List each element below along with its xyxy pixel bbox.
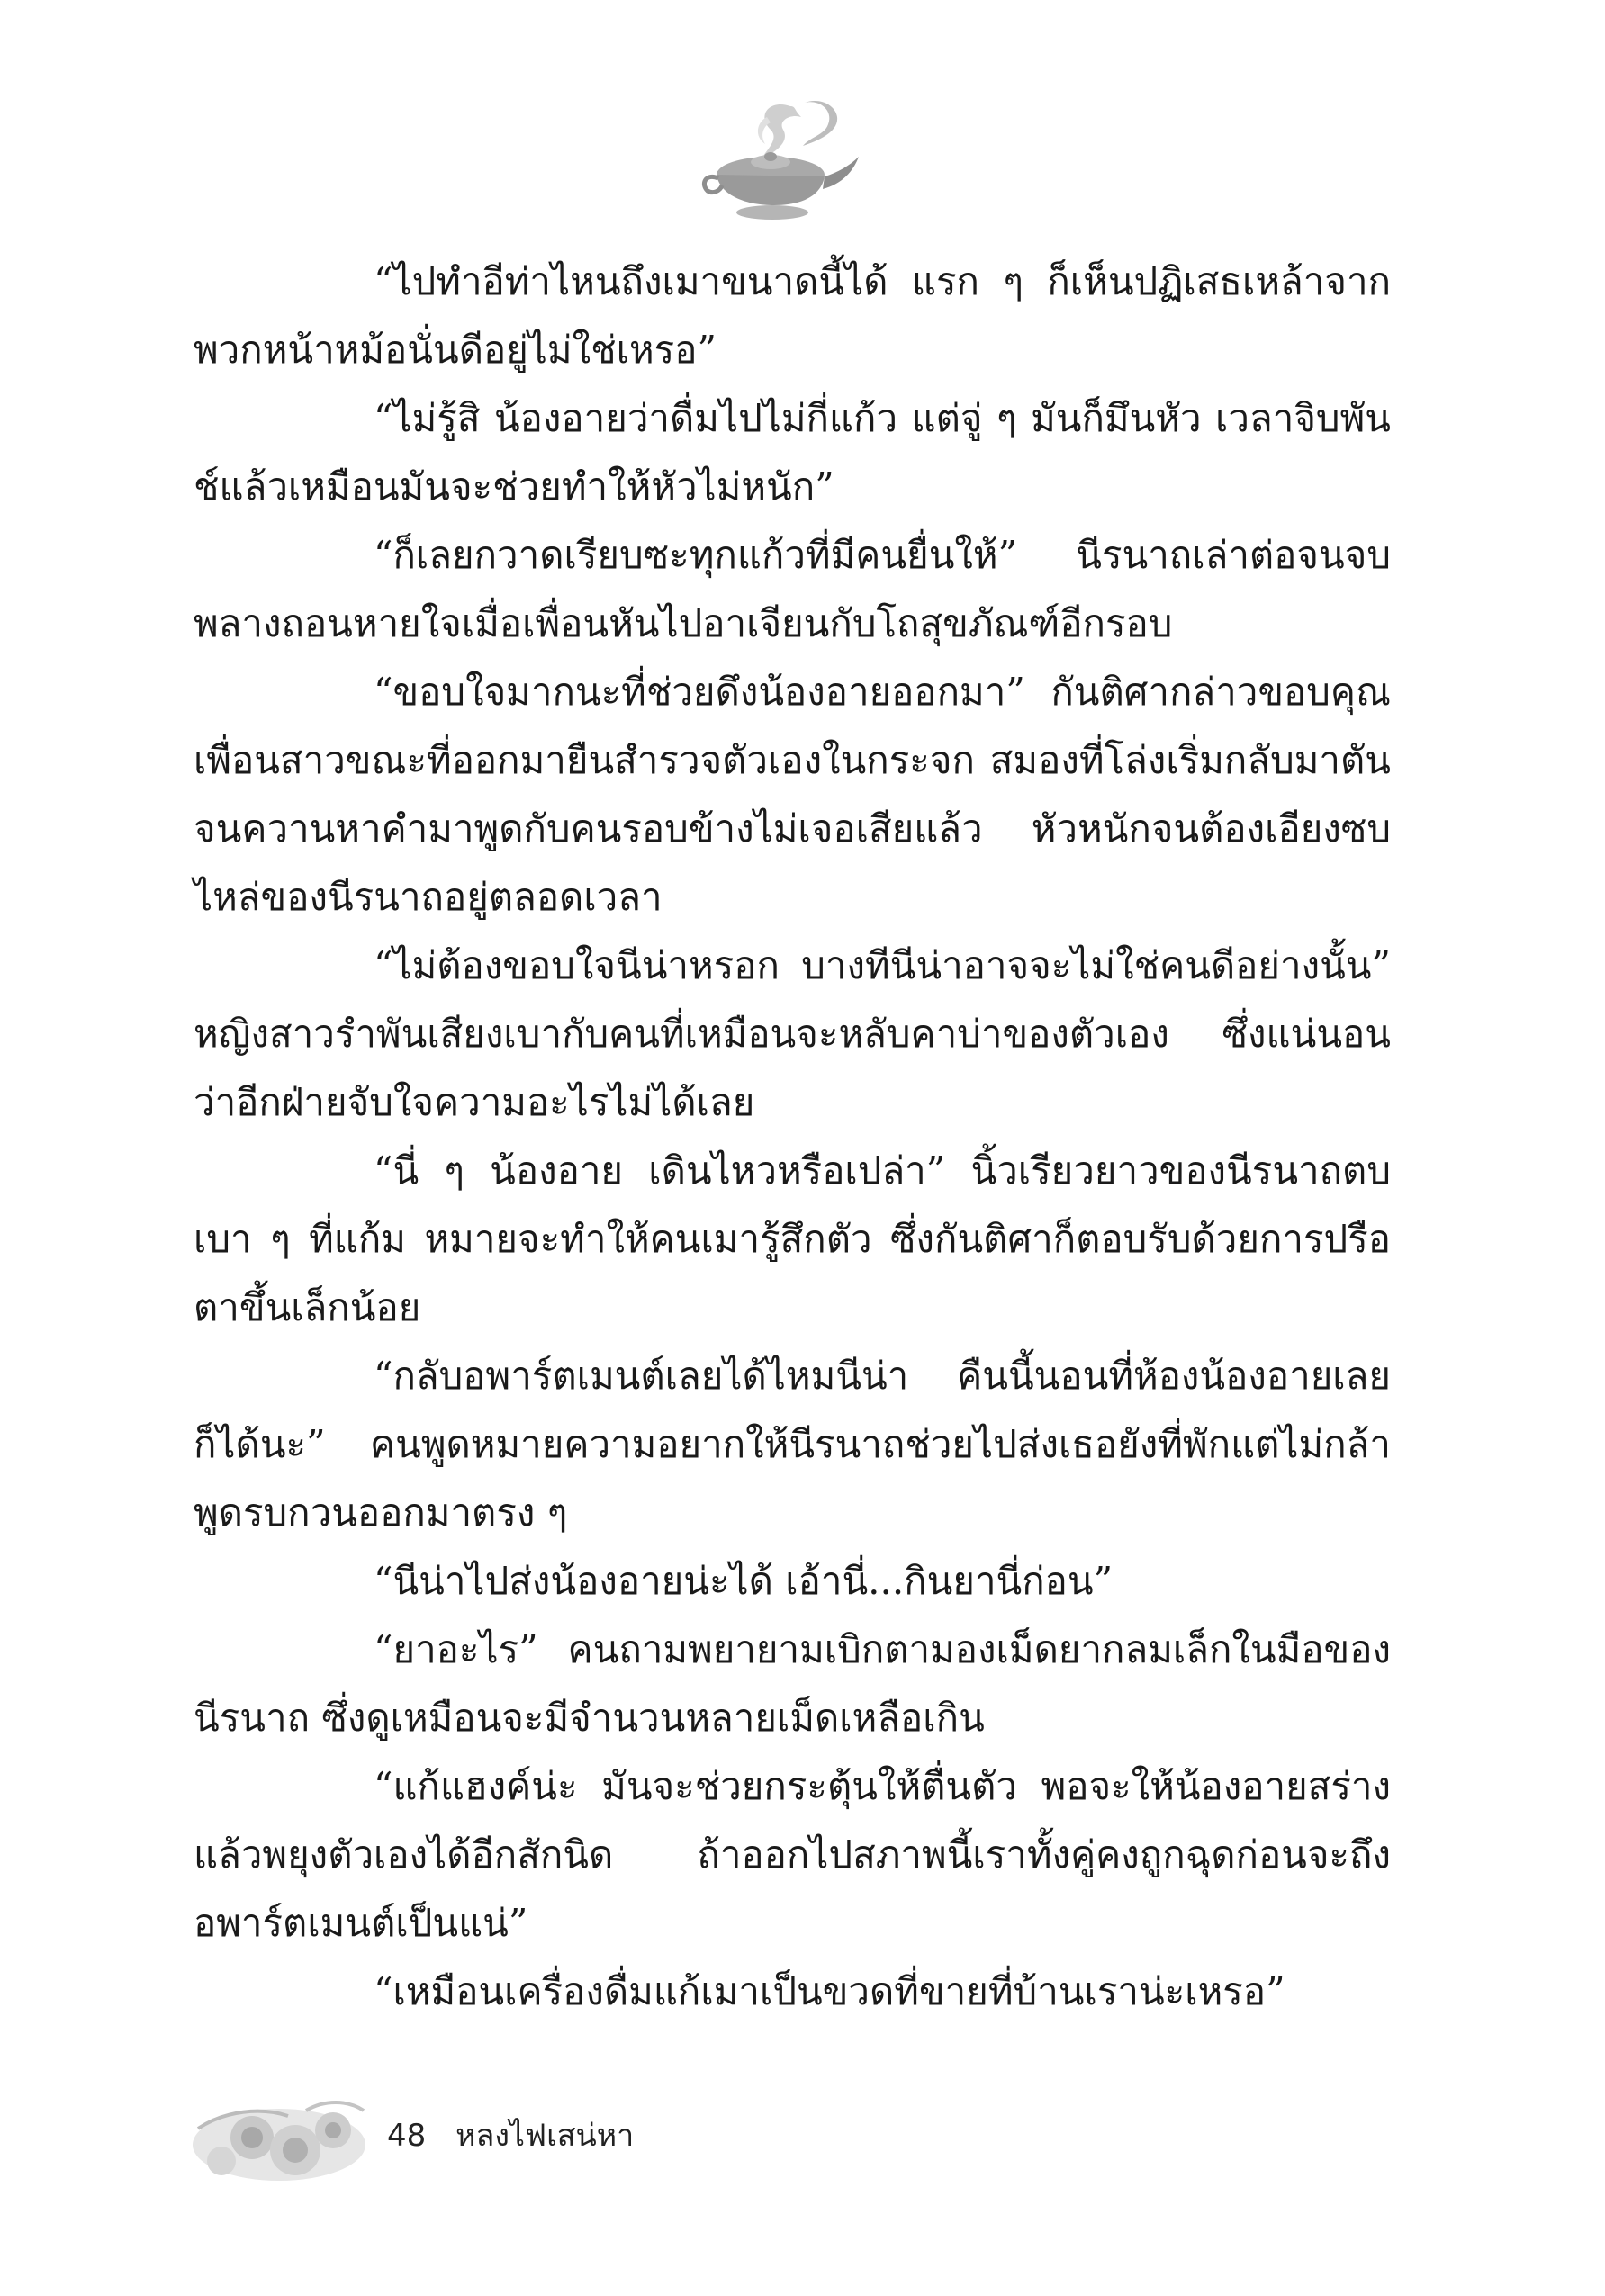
genie-lamp-icon [684, 90, 873, 234]
paragraph: “ยาอะไร” คนถามพยายามเบิกตามองเม็ดยากลมเล็กในมือของนีรนาถ ซึ่งดูเหมือนจะมีจำนวนหลายเม็ดเหลือเกิน [194, 1627, 1391, 1740]
body-text [194, 248, 1391, 2026]
paragraph: “ขอบใจมากนะที่ช่วยดึงน้องอายออกมา” กันติศากล่าวขอบคุณเพื่อนสาวขณะที่ออกมายืนสำรวจตัวเองในกระจก สมองที่โล่งเริ่มกลับมาตันจนควานหาคำมาพูดกับคนรอบข้างไม่เจอเสียแล้ว หัวหนักจนต้องเอียงซบไหล่ของนีรนาถอยู่ตลอดเวลา [194, 670, 1391, 919]
paragraph: “ไปทำอีท่าไหนถึงเมาขนาดนี้ได้ แรก ๆ ก็เห็นปฏิเสธเหล้าจากพวกหน้าหม้อนั่นดีอยู่ไม่ใช่เหรอ” [194, 259, 1391, 372]
page-number: 48 [387, 2118, 427, 2154]
paragraph: “นี่ ๆ น้องอาย เดินไหวหรือเปล่า” นิ้วเรียวยาวของนีรนาถตบเบา ๆ ที่แก้ม หมายจะทำให้คนเมารู้สึกตัว ซึ่งกันติศาก็ตอบรับด้วยการปรือตาขึ้นเล็กน้อย [194, 1148, 1391, 1329]
paragraph: “แก้แฮงค์น่ะ มันจะช่วยกระตุ้นให้ตื่นตัว พอจะให้น้องอายสร่างแล้วพยุงตัวเองได้อีกสักนิด ถ้าออกไปสภาพนี้เราทั้งคู่คงถูกฉุดก่อนจะถึงอพาร์ตเมนต์เป็นแน่” [194, 1764, 1391, 1945]
paragraph: “ไม่ต้องขอบใจนีน่าหรอก บางทีนีน่าอาจจะไม่ใช่คนดีอย่างนั้น” หญิงสาวรำพันเสียงเบากับคนที่เหมือนจะหลับคาบ่าของตัวเอง ซึ่งแน่นอนว่าอีกฝ่ายจับใจความอะไรไม่ได้เลย [194, 943, 1391, 1124]
page-footer [189, 2075, 819, 2192]
book-title: หลงไฟเสน่หา [455, 2118, 635, 2154]
paragraph: “เหมือนเครื่องดื่มแก้เมาเป็นขวดที่ขายที่บ้านเราน่ะเหรอ” [374, 1969, 1285, 2013]
paragraph: “นีน่าไปส่งน้องอายน่ะได้ เอ้านี่...กินยานี่ก่อน” [374, 1559, 1114, 1603]
paragraph: “ก็เลยกวาดเรียบซะทุกแก้วที่มีคนยื่นให้” นีรนาถเล่าต่อจนจบ พลางถอนหายใจเมื่อเพื่อนหันไปอาเจียนกับโถสุขภัณฑ์อีกรอบ [194, 533, 1391, 645]
paragraph: “ไม่รู้สิ น้องอายว่าดื่มไปไม่กี่แก้ว แต่จู่ ๆ มันก็มึนหัว เวลาจิบพันช์แล้วเหมือนมันจะช่วยทำให้หัวไม่หนัก” [194, 396, 1391, 509]
flower-ornament-icon [189, 2075, 369, 2192]
paragraph: “กลับอพาร์ตเมนต์เลยได้ไหมนีน่า คืนนี้นอนที่ห้องน้องอายเลยก็ได้นะ” คนพูดหมายความอยากให้นีรนาถช่วยไปส่งเธอยังที่พักแต่ไม่กล้าพูดรบกวนออกมาตรง ๆ [194, 1354, 1391, 1535]
